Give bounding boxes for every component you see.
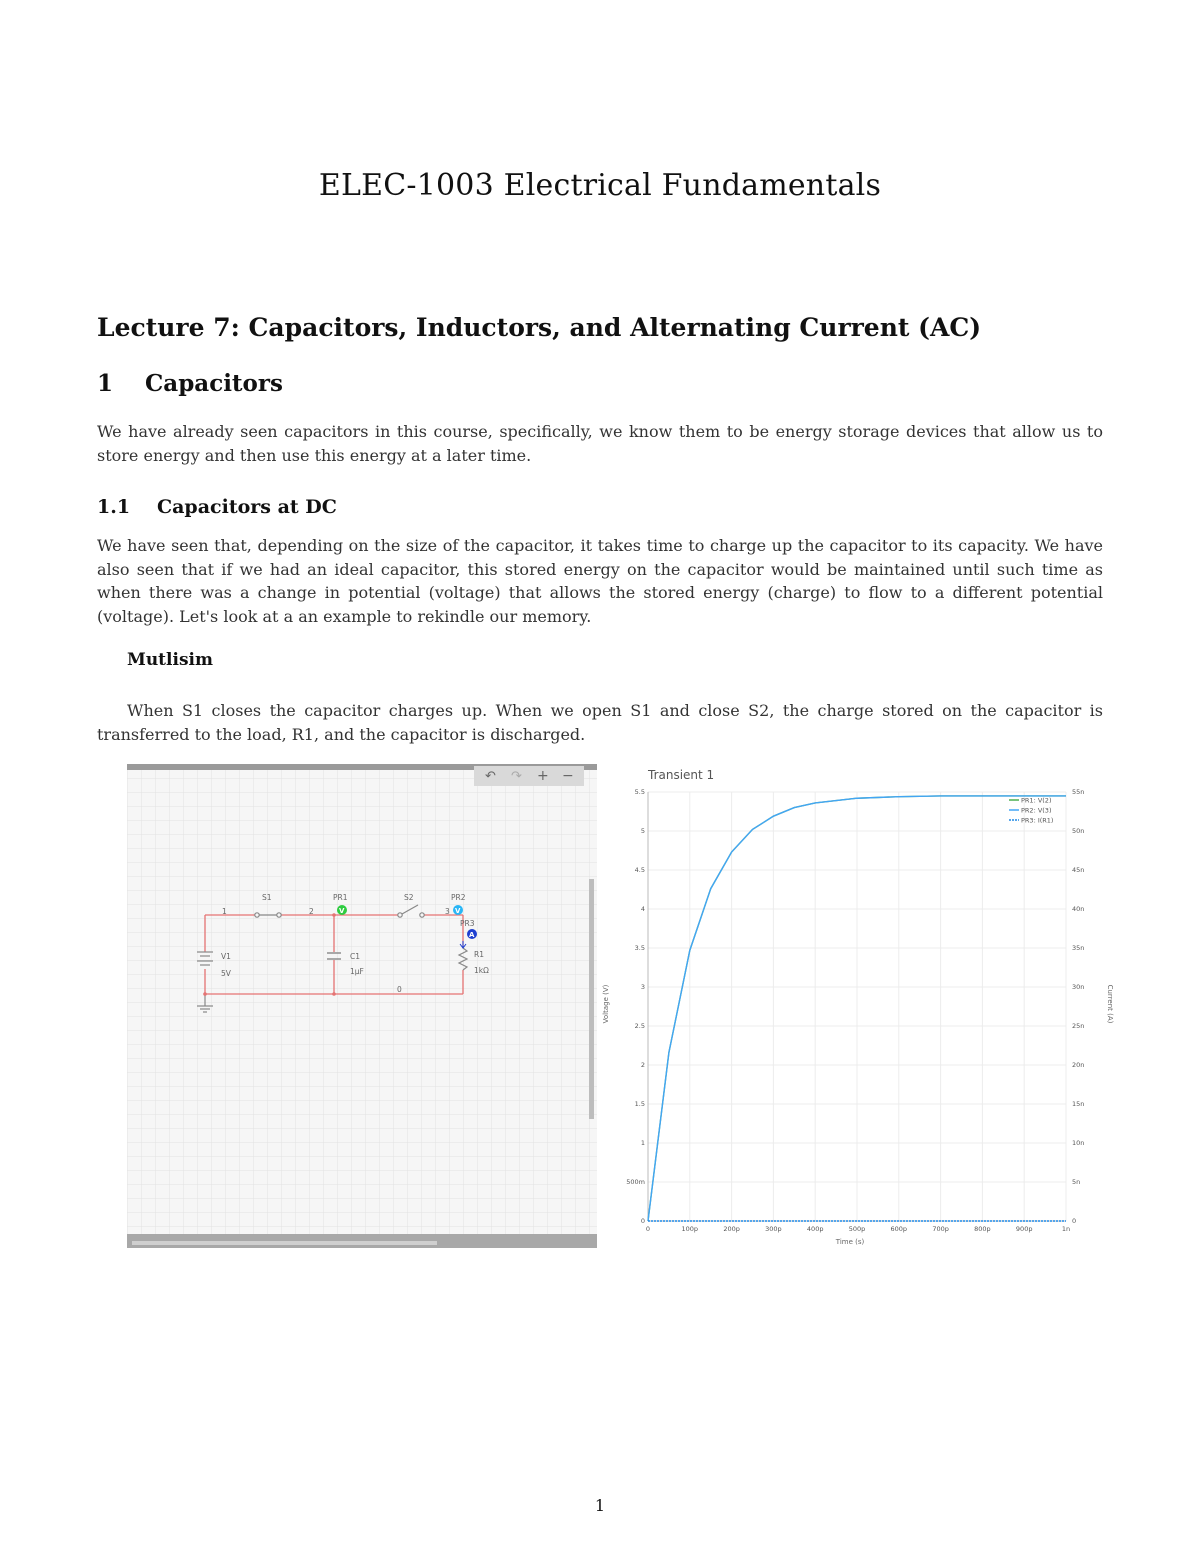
paragraph-dc: We have seen that, depending on the size of the capacitor, it takes time to charge up the capacitor to its capacity. We have also seen that if we had an ideal capacitor, this stored energy on the capacitor would be maintained until such time as when there was a change in potential (voltage) that allows the stored energy (charge) to flow to a different potential (voltage). Let's look at a an example to rekindle our memory.: [97, 536, 1103, 626]
section-heading-capacitors: [97, 370, 283, 397]
probe-pr3-label: A: [469, 931, 475, 939]
y-right-tick-label: 0: [1072, 1217, 1077, 1225]
horizontal-scrollbar[interactable]: [132, 1241, 437, 1245]
y-tick-label: 4: [640, 905, 645, 913]
y-tick-label: 3: [640, 983, 645, 991]
y-right-tick-label: 50n: [1072, 827, 1085, 835]
label-c1: C1: [350, 952, 361, 961]
y-right-tick-label: 55n: [1072, 788, 1085, 796]
probe-pr1-label: V: [339, 907, 345, 915]
paragraph-switches: When S1 closes the capacitor charges up. When we open S1 and close S2, the charge stored on the capacitor is transferred to the load, R1, and the capacitor is discharged.: [97, 701, 1103, 744]
chart-title: Transient 1: [648, 768, 715, 782]
y-axis-label: Voltage (V): [602, 984, 610, 1024]
y-right-tick-label: 25n: [1072, 1022, 1085, 1030]
section-title: Capacitors: [145, 370, 283, 397]
x-tick-label: 0: [645, 1225, 651, 1233]
x-tick-label: 100p: [681, 1225, 699, 1233]
legend-label: PR1: V(2): [1021, 796, 1052, 805]
legend-label: PR3: I(R1): [1021, 816, 1054, 825]
label-node-2: 2: [309, 907, 314, 916]
y-right-tick-label: 40n: [1072, 905, 1085, 913]
circuit-svg: [127, 764, 597, 1248]
label-node-3: 3: [445, 907, 450, 916]
x-tick-label: 800p: [974, 1225, 991, 1233]
x-tick-label: 700p: [932, 1225, 949, 1233]
redo-icon[interactable]: ↷: [511, 769, 522, 784]
subsection-title: Capacitors at DC: [157, 496, 337, 518]
label-s1: S1: [262, 893, 272, 902]
x-axis-label: Time (s): [835, 1238, 865, 1246]
paragraph-heading-multisim: Mutlisim: [127, 650, 213, 670]
y-tick-label: 4.5: [634, 866, 645, 874]
y-right-tick-label: 45n: [1072, 866, 1085, 874]
document-title: ELEC-1003 Electrical Fundamentals: [318, 168, 882, 203]
y-tick-label: 5.5: [634, 788, 645, 796]
label-node-1: 1: [222, 907, 227, 916]
y-tick-label: 3.5: [634, 944, 645, 952]
x-tick-label: 500p: [848, 1225, 866, 1233]
y-tick-label: 5: [640, 827, 645, 835]
label-pr1: PR1: [333, 893, 348, 902]
lecture-heading: Lecture 7: Capacitors, Inductors, and Alternating Current (AC): [97, 313, 982, 342]
legend-label: PR2: V(3): [1021, 806, 1052, 815]
y-tick-label: 1.5: [634, 1100, 645, 1108]
x-tick-label: 600p: [890, 1225, 908, 1233]
y-right-tick-label: 30n: [1072, 983, 1085, 991]
y-tick-label: 1: [640, 1139, 645, 1147]
zoom-in-icon[interactable]: +: [537, 768, 549, 784]
label-pr2: PR2: [451, 893, 466, 902]
y-right-tick-label: 35n: [1072, 944, 1085, 952]
probe-pr2-label: V: [455, 907, 461, 915]
subsection-number: 1.1: [97, 496, 131, 518]
undo-icon[interactable]: ↶: [485, 769, 496, 784]
x-tick-label: 300p: [765, 1225, 782, 1233]
label-r1: R1: [474, 950, 484, 959]
x-tick-label: 200p: [723, 1225, 740, 1233]
x-tick-label: 1n: [1061, 1225, 1071, 1233]
label-s2: S2: [404, 893, 414, 902]
label-v1: V1: [221, 952, 231, 961]
y-right-tick-label: 5n: [1072, 1178, 1081, 1186]
y-right-tick-label: 20n: [1072, 1061, 1085, 1069]
paragraph-intro: We have already seen capacitors in this course, specifically, we know them to be energy storage devices that allow us to store energy and then use this energy at a later time.: [97, 422, 1103, 465]
zoom-out-icon[interactable]: −: [562, 768, 574, 784]
page-number: 1: [594, 1496, 606, 1515]
y-axis-right-label: Current (A): [1106, 984, 1114, 1024]
y-tick-label: 500m: [626, 1178, 645, 1186]
label-v1-value: 5V: [221, 969, 231, 978]
label-pr3: PR3: [460, 919, 475, 928]
transient-chart-figure: [597, 764, 1119, 1248]
section-number: 1: [97, 370, 114, 397]
x-tick-label: 400p: [806, 1225, 824, 1233]
label-node-0: 0: [397, 985, 402, 994]
x-tick-label: 900p: [1015, 1225, 1033, 1233]
y-tick-label: 0: [640, 1217, 645, 1225]
y-tick-label: 2: [640, 1061, 645, 1069]
y-tick-label: 2.5: [634, 1022, 645, 1030]
vertical-scrollbar[interactable]: [589, 879, 594, 1119]
y-right-tick-label: 15n: [1072, 1100, 1085, 1108]
y-right-tick-label: 10n: [1072, 1139, 1085, 1147]
label-c1-value: 1µF: [350, 967, 364, 976]
label-r1-value: 1kΩ: [474, 966, 489, 975]
subsection-heading-capacitors-dc: [97, 496, 337, 518]
transient-chart-svg: [597, 764, 1119, 1248]
circuit-schematic-figure: [127, 764, 597, 1248]
